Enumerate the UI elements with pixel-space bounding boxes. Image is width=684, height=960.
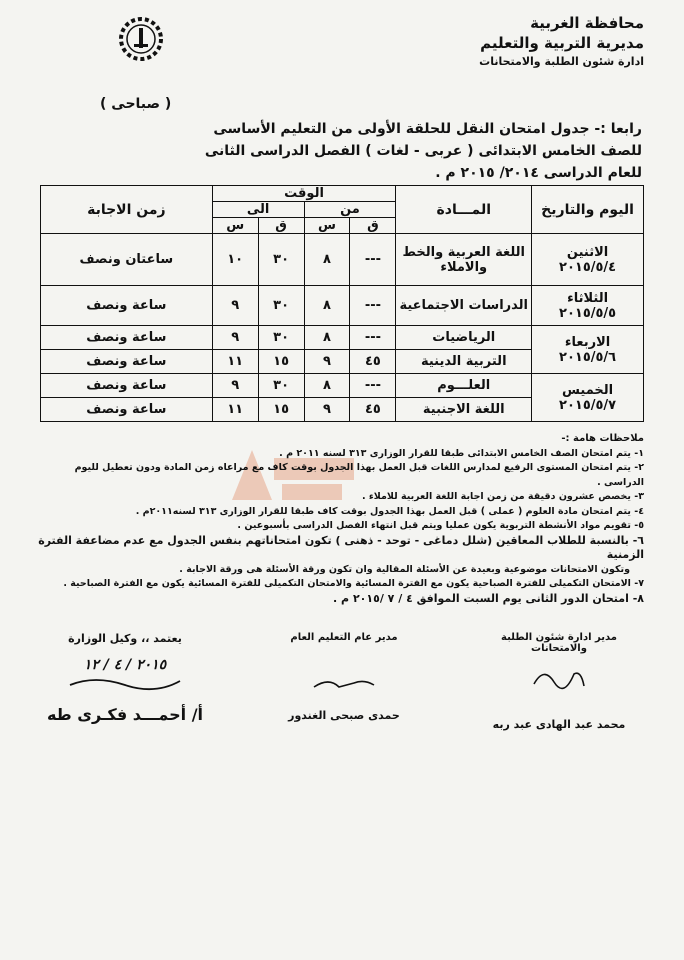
shift-label: ( صباحى ): [100, 96, 172, 112]
note-item: ٢- يتم امتحان المستوى الرفيع لمدارس اللغات قبل العمل بهذا الجدول بوقت كاف مع مراعاه زمن المادة ودون تعطيل لليوم الدراسى .: [74, 462, 644, 488]
to-hours-cell: ١١: [212, 398, 258, 422]
subject-cell: الرياضيات: [396, 326, 532, 350]
header-to-hours: س: [212, 218, 258, 234]
directorate-name: مديرية التربية والتعليم: [480, 34, 644, 52]
duration-cell: ساعة ونصف: [41, 374, 213, 398]
notes-section: [34, 432, 644, 606]
day-name: الاثنين: [566, 244, 609, 260]
from-minutes-cell: ٤٥: [350, 350, 396, 374]
to-minutes-cell: ٣٠: [258, 286, 304, 326]
from-minutes-cell: ---: [350, 234, 396, 286]
to-minutes-cell: ٣٠: [258, 234, 304, 286]
from-minutes-cell: ---: [350, 374, 396, 398]
duration-cell: ساعة ونصف: [41, 326, 213, 350]
from-minutes-cell: ---: [350, 286, 396, 326]
to-hours-cell: ٩: [212, 326, 258, 350]
to-hours-cell: ١١: [212, 350, 258, 374]
header-from-hours: س: [304, 218, 350, 234]
day-name: الخميس: [562, 382, 614, 398]
table-row: [41, 374, 644, 398]
signature-block-general-education: [274, 632, 414, 722]
exam-schedule-table: [40, 185, 644, 422]
to-minutes-cell: ٣٠: [258, 326, 304, 350]
to-minutes-cell: ١٥: [258, 398, 304, 422]
ministry-logo-icon: [118, 16, 164, 62]
subject-cell: العلـــوم: [396, 374, 532, 398]
from-minutes-cell: ٤٥: [350, 398, 396, 422]
subject-cell: الدراسات الاجتماعية: [396, 286, 532, 326]
document-titles: [205, 118, 642, 184]
subject-cell: اللغة العربية والخط والاملاء: [396, 234, 532, 286]
note-item: ٤- يتم امتحان مادة العلوم ( عملى ) قبل العمل بهذا الجدول بوقت كاف طبقا للقرار الوزارى ٣١٣ لسنه٢٠١١م .: [135, 505, 644, 517]
notes-title: ملاحظات هامة :-: [561, 433, 644, 444]
duration-cell: ساعة ونصف: [41, 398, 213, 422]
signature-title: مدير ادارة شئون الطلبة والامتحانات: [501, 632, 617, 654]
from-hours-cell: ٩: [304, 350, 350, 374]
day-name: الاربعاء: [564, 334, 611, 350]
to-hours-cell: ٩: [212, 374, 258, 398]
date-value: ٢٠١٥/٥/٧: [559, 397, 617, 413]
header-day-date: اليوم والتاريخ: [532, 186, 644, 234]
note-item: ٦- بالنسبة للطلاب المعاقين (شلل دماغى - توحد - ذهنى ) تكون امتحاناتهم بنفس الجدول مع عدم مضاعفة الفترة الزمنية: [38, 533, 644, 561]
handwritten-signature-icon: [529, 664, 589, 694]
subject-cell: التربية الدينية: [396, 350, 532, 374]
header-to-minutes: ق: [258, 218, 304, 234]
signature-block-undersecretary: [40, 632, 210, 724]
from-hours-cell: ٨: [304, 374, 350, 398]
note-item: وتكون الامتحانات موضوعية وبعيدة عن الأسئلة المقالية وان تكون ورقة الأسئلة هى ورقة الاجابة .: [179, 563, 630, 575]
to-minutes-cell: ١٥: [258, 350, 304, 374]
date-value: ٢٠١٥/٥/٥: [559, 305, 617, 321]
signature-title: يعتمد ،، وكيل الوزارة: [68, 632, 182, 645]
duration-cell: ساعتان ونصف: [41, 234, 213, 286]
from-hours-cell: ٨: [304, 286, 350, 326]
title-line-2: للصف الخامس الابتدائى ( عربى - لغات ) الفصل الدراسى الثانى: [204, 143, 642, 159]
handwritten-signature-icon: [65, 673, 185, 693]
department-name: ادارة شئون الطلبة والامتحانات: [479, 55, 644, 68]
from-hours-cell: ٨: [304, 326, 350, 350]
signature-name: أ/ أحمـــد فكـرى طه: [46, 705, 204, 724]
signature-name: محمد عبد الهادى عبد ربه: [492, 718, 626, 731]
duration-cell: ساعة ونصف: [41, 286, 213, 326]
table-row: [41, 286, 644, 326]
signature-name: حمدى صبحى الغندور: [288, 709, 400, 722]
from-minutes-cell: ---: [350, 326, 396, 350]
note-item: ٣- يخصص عشرون دقيقة من زمن اجابة اللغة العربية للاملاء .: [361, 491, 644, 502]
signature-block-student-affairs: [474, 632, 644, 731]
day-name: الثلاثاء: [567, 290, 609, 306]
title-line-1: رابعا :- جدول امتحان النقل للحلقة الأولى من التعليم الأساسى: [213, 121, 642, 137]
to-hours-cell: ١٠: [212, 234, 258, 286]
handwritten-date: ٢٠١٥ / ٤ / ١٢: [83, 657, 167, 673]
date-value: ٢٠١٥/٥/٦: [559, 349, 617, 365]
letterhead: [479, 14, 644, 68]
from-hours-cell: ٩: [304, 398, 350, 422]
note-item: ٨- امتحان الدور الثانى يوم السبت الموافق ٤ / ٧ /٢٠١٥ م .: [333, 591, 644, 605]
header-from-minutes: ق: [350, 218, 396, 234]
handwritten-signature-icon: [309, 669, 379, 699]
note-item: ٧- الامتحان التكميلى للفترة الصباحية يكون مع الفترة المسائية والامتحان التكميلى للفترة المسائية يكون مع الفترة الصباحية .: [63, 578, 644, 589]
table-row: [41, 234, 644, 286]
note-item: ١- يتم امتحان الصف الخامس الابتدائى طبقا للقرار الوزارى ٣١٣ لسنه ٢٠١١ م .: [279, 447, 644, 459]
day-date-cell: [532, 234, 644, 286]
day-date-cell: [532, 326, 644, 374]
header-time: الوقت: [212, 186, 396, 202]
governorate-name: محافظة الغربية: [530, 14, 644, 32]
subject-cell: اللغة الاجنبية: [396, 398, 532, 422]
header-duration: زمن الاجابة: [41, 186, 213, 234]
header-from: من: [304, 202, 396, 218]
day-date-cell: [532, 286, 644, 326]
signature-title: مدير عام التعليم العام: [290, 632, 398, 643]
from-hours-cell: ٨: [304, 234, 350, 286]
duration-cell: ساعة ونصف: [41, 350, 213, 374]
to-minutes-cell: ٣٠: [258, 374, 304, 398]
title-line-3: للعام الدراسى ٢٠١٤/ ٢٠١٥ م .: [435, 165, 642, 181]
table-row: [41, 326, 644, 350]
header-subject: المـــادة: [396, 186, 532, 234]
header-to: الى: [212, 202, 304, 218]
day-date-cell: [532, 374, 644, 422]
note-item: ٥- تقويم مواد الأنشطة التربوية يكون عمليا ويتم قبل انتهاء الفصل الدراسى بأسبوعين .: [237, 520, 644, 531]
date-value: ٢٠١٥/٥/٤: [559, 259, 617, 275]
to-hours-cell: ٩: [212, 286, 258, 326]
